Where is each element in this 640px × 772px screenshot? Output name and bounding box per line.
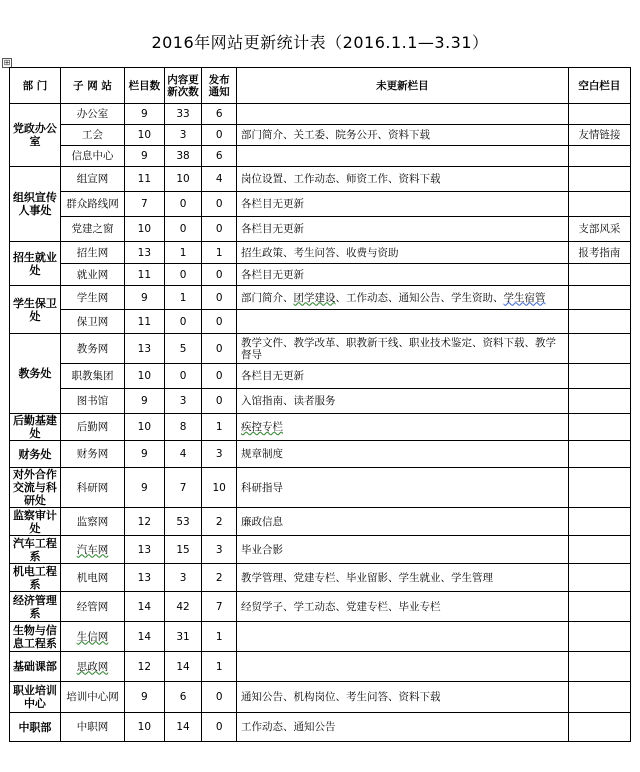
notices-cell: 0 bbox=[202, 389, 237, 414]
blank-cell bbox=[568, 264, 630, 286]
table-row bbox=[10, 242, 631, 264]
updates-cell: 6 bbox=[164, 682, 202, 713]
table-row bbox=[10, 125, 631, 146]
table-row bbox=[10, 286, 631, 310]
not-updated-cell bbox=[236, 104, 568, 125]
updates-cell: 3 bbox=[164, 564, 202, 592]
site-cell bbox=[60, 652, 124, 682]
blank-cell: 支部风采 bbox=[568, 217, 630, 242]
notices-cell: 0 bbox=[202, 125, 237, 146]
dept-cell: 生物与信息工程系 bbox=[10, 622, 61, 652]
updates-cell: 0 bbox=[164, 192, 202, 217]
spellcheck-marked-text: 疾控专栏 bbox=[240, 421, 283, 433]
not-updated-cell: 各栏目无更新 bbox=[236, 264, 568, 286]
cols-cell: 11 bbox=[125, 264, 165, 286]
notices-cell: 10 bbox=[202, 468, 237, 508]
site-cell: 就业网 bbox=[60, 264, 124, 286]
cols-cell: 10 bbox=[125, 713, 165, 742]
not-updated-cell: 廉政信息 bbox=[236, 508, 568, 536]
site-cell: 教务网 bbox=[60, 334, 124, 364]
cols-cell: 12 bbox=[125, 652, 165, 682]
site-cell bbox=[60, 536, 124, 564]
header-site: 子 网 站 bbox=[60, 68, 124, 104]
header-updates: 内容更新次数 bbox=[164, 68, 202, 104]
cols-cell: 9 bbox=[125, 286, 165, 310]
cols-cell: 14 bbox=[125, 622, 165, 652]
notices-cell: 0 bbox=[202, 286, 237, 310]
not-updated-cell: 毕业合影 bbox=[236, 536, 568, 564]
site-cell: 职教集团 bbox=[60, 364, 124, 389]
blank-cell bbox=[568, 564, 630, 592]
not-updated-cell: 各栏目无更新 bbox=[236, 192, 568, 217]
not-updated-text: 、工作动态、通知公告、学生资助、 bbox=[335, 291, 504, 304]
header-blank: 空白栏目 bbox=[568, 68, 630, 104]
blank-cell bbox=[568, 536, 630, 564]
updates-cell: 8 bbox=[164, 414, 202, 441]
cols-cell: 14 bbox=[125, 592, 165, 622]
site-cell: 学生网 bbox=[60, 286, 124, 310]
table-row bbox=[10, 310, 631, 334]
dept-cell: 对外合作交流与科研处 bbox=[10, 468, 61, 508]
not-updated-cell: 岗位设置、工作动态、师资工作、资料下载 bbox=[236, 167, 568, 192]
blank-cell bbox=[568, 104, 630, 125]
not-updated-cell: 科研指导 bbox=[236, 468, 568, 508]
cols-cell: 9 bbox=[125, 468, 165, 508]
blank-cell bbox=[568, 652, 630, 682]
updates-cell: 1 bbox=[164, 242, 202, 264]
table-row bbox=[10, 682, 631, 713]
site-cell: 中职网 bbox=[60, 713, 124, 742]
notices-cell: 2 bbox=[202, 508, 237, 536]
blank-cell bbox=[568, 682, 630, 713]
site-cell: 经管网 bbox=[60, 592, 124, 622]
cols-cell: 9 bbox=[125, 104, 165, 125]
blank-cell bbox=[568, 622, 630, 652]
table-row bbox=[10, 334, 631, 364]
dept-cell: 后勤基建处 bbox=[10, 414, 61, 441]
updates-cell: 3 bbox=[164, 125, 202, 146]
blank-cell: 友情链接 bbox=[568, 125, 630, 146]
site-cell: 党建之窗 bbox=[60, 217, 124, 242]
notices-cell: 3 bbox=[202, 536, 237, 564]
site-cell: 工会 bbox=[60, 125, 124, 146]
table-row bbox=[10, 441, 631, 468]
table-row bbox=[10, 104, 631, 125]
cols-cell: 9 bbox=[125, 389, 165, 414]
blank-cell bbox=[568, 713, 630, 742]
table-row bbox=[10, 468, 631, 508]
table-row bbox=[10, 389, 631, 414]
notices-cell: 3 bbox=[202, 441, 237, 468]
updates-cell: 14 bbox=[164, 652, 202, 682]
cols-cell: 12 bbox=[125, 508, 165, 536]
site-cell: 组宣网 bbox=[60, 167, 124, 192]
dept-cell: 教务处 bbox=[10, 334, 61, 414]
site-cell: 招生网 bbox=[60, 242, 124, 264]
not-updated-cell: 教学管理、党建专栏、毕业留影、学生就业、学生管理 bbox=[236, 564, 568, 592]
notices-cell: 0 bbox=[202, 334, 237, 364]
blank-cell bbox=[568, 192, 630, 217]
table-row bbox=[10, 713, 631, 742]
table-row bbox=[10, 217, 631, 242]
spellcheck-marked-text: 思政网 bbox=[76, 660, 109, 673]
updates-cell: 38 bbox=[164, 146, 202, 167]
notices-cell: 0 bbox=[202, 364, 237, 389]
updates-cell: 15 bbox=[164, 536, 202, 564]
cols-cell: 9 bbox=[125, 441, 165, 468]
notices-cell: 0 bbox=[202, 192, 237, 217]
header-dept: 部 门 bbox=[10, 68, 61, 104]
site-cell: 图书馆 bbox=[60, 389, 124, 414]
not-updated-cell: 部门简介、关工委、院务公开、资料下载 bbox=[236, 125, 568, 146]
not-updated-cell: 招生政策、考生问答、收费与资助 bbox=[236, 242, 568, 264]
not-updated-cell bbox=[236, 286, 568, 310]
updates-cell: 1 bbox=[164, 286, 202, 310]
blank-cell: 报考指南 bbox=[568, 242, 630, 264]
cols-cell: 7 bbox=[125, 192, 165, 217]
notices-cell: 0 bbox=[202, 713, 237, 742]
site-cell: 信息中心 bbox=[60, 146, 124, 167]
cols-cell: 10 bbox=[125, 414, 165, 441]
dept-cell: 学生保卫处 bbox=[10, 286, 61, 334]
header-not-updated: 未更新栏目 bbox=[236, 68, 568, 104]
notices-cell: 1 bbox=[202, 414, 237, 441]
notices-cell: 0 bbox=[202, 217, 237, 242]
table-row bbox=[10, 192, 631, 217]
blank-cell bbox=[568, 508, 630, 536]
updates-cell: 7 bbox=[164, 468, 202, 508]
table-row bbox=[10, 592, 631, 622]
cols-cell: 9 bbox=[125, 146, 165, 167]
updates-cell: 42 bbox=[164, 592, 202, 622]
site-cell: 监察网 bbox=[60, 508, 124, 536]
notices-cell: 6 bbox=[202, 146, 237, 167]
update-stats-table bbox=[9, 67, 631, 742]
site-cell: 保卫网 bbox=[60, 310, 124, 334]
table-row bbox=[10, 564, 631, 592]
not-updated-cell: 规章制度 bbox=[236, 441, 568, 468]
dept-cell: 财务处 bbox=[10, 441, 61, 468]
site-cell: 后勤网 bbox=[60, 414, 124, 441]
cols-cell: 10 bbox=[125, 217, 165, 242]
cols-cell: 10 bbox=[125, 125, 165, 146]
updates-cell: 3 bbox=[164, 389, 202, 414]
notices-cell: 0 bbox=[202, 682, 237, 713]
site-cell: 群众路线网 bbox=[60, 192, 124, 217]
header-notices: 发布通知 bbox=[202, 68, 237, 104]
updates-cell: 0 bbox=[164, 310, 202, 334]
updates-cell: 5 bbox=[164, 334, 202, 364]
blank-cell bbox=[568, 389, 630, 414]
not-updated-cell bbox=[236, 146, 568, 167]
cols-cell: 11 bbox=[125, 167, 165, 192]
header-row bbox=[10, 68, 631, 104]
blank-cell bbox=[568, 286, 630, 310]
dept-cell: 组织宣传人事处 bbox=[10, 167, 61, 242]
site-cell bbox=[60, 622, 124, 652]
blank-cell bbox=[568, 468, 630, 508]
dept-cell: 中职部 bbox=[10, 713, 61, 742]
site-cell: 机电网 bbox=[60, 564, 124, 592]
site-cell: 财务网 bbox=[60, 441, 124, 468]
dept-cell: 党政办公室 bbox=[10, 104, 61, 167]
site-cell: 培训中心网 bbox=[60, 682, 124, 713]
cols-cell: 13 bbox=[125, 536, 165, 564]
notices-cell: 0 bbox=[202, 310, 237, 334]
not-updated-text: 部门简介、 bbox=[240, 291, 294, 304]
blank-cell bbox=[568, 414, 630, 441]
not-updated-cell: 各栏目无更新 bbox=[236, 364, 568, 389]
updates-cell: 4 bbox=[164, 441, 202, 468]
spellcheck-marked-text: 团学建设 bbox=[293, 291, 336, 304]
not-updated-cell: 各栏目无更新 bbox=[236, 217, 568, 242]
table-row bbox=[10, 652, 631, 682]
notices-cell: 1 bbox=[202, 622, 237, 652]
cols-cell: 13 bbox=[125, 242, 165, 264]
updates-cell: 33 bbox=[164, 104, 202, 125]
cols-cell: 11 bbox=[125, 310, 165, 334]
notices-cell: 2 bbox=[202, 564, 237, 592]
table-row bbox=[10, 536, 631, 564]
notices-cell: 0 bbox=[202, 264, 237, 286]
updates-cell: 0 bbox=[164, 364, 202, 389]
notices-cell: 4 bbox=[202, 167, 237, 192]
notices-cell: 1 bbox=[202, 242, 237, 264]
dept-cell: 机电工程系 bbox=[10, 564, 61, 592]
not-updated-cell: 教学文件、教学改革、职教新干线、职业技术鉴定、资料下载、教学督导 bbox=[236, 334, 568, 364]
not-updated-cell: 经贸学子、学工动态、党建专栏、毕业专栏 bbox=[236, 592, 568, 622]
not-updated-cell bbox=[236, 414, 568, 441]
dept-cell: 招生就业处 bbox=[10, 242, 61, 286]
dept-cell: 汽车工程系 bbox=[10, 536, 61, 564]
table-row bbox=[10, 414, 631, 441]
blank-cell bbox=[568, 364, 630, 389]
table-row bbox=[10, 146, 631, 167]
updates-cell: 14 bbox=[164, 713, 202, 742]
site-cell: 科研网 bbox=[60, 468, 124, 508]
notices-cell: 1 bbox=[202, 652, 237, 682]
spellcheck-marked-text: 汽车网 bbox=[76, 543, 109, 556]
header-cols: 栏目数 bbox=[125, 68, 165, 104]
cols-cell: 13 bbox=[125, 564, 165, 592]
blank-cell bbox=[568, 441, 630, 468]
cols-cell: 10 bbox=[125, 364, 165, 389]
table-row bbox=[10, 264, 631, 286]
table-row bbox=[10, 167, 631, 192]
spellcheck-marked-text: 学生宿管 bbox=[503, 291, 546, 304]
blank-cell bbox=[568, 592, 630, 622]
updates-cell: 10 bbox=[164, 167, 202, 192]
updates-cell: 53 bbox=[164, 508, 202, 536]
notices-cell: 6 bbox=[202, 104, 237, 125]
cols-cell: 13 bbox=[125, 334, 165, 364]
notices-cell: 7 bbox=[202, 592, 237, 622]
not-updated-cell: 工作动态、通知公告 bbox=[236, 713, 568, 742]
page-title: 2016年网站更新统计表（2016.1.1—3.31） bbox=[151, 33, 489, 52]
dept-cell: 经济管理系 bbox=[10, 592, 61, 622]
blank-cell bbox=[568, 167, 630, 192]
blank-cell bbox=[568, 310, 630, 334]
updates-cell: 0 bbox=[164, 264, 202, 286]
blank-cell bbox=[568, 146, 630, 167]
dept-cell: 监察审计处 bbox=[10, 508, 61, 536]
dept-cell: 职业培训中心 bbox=[10, 682, 61, 713]
not-updated-cell: 通知公告、机构岗位、考生问答、资料下载 bbox=[236, 682, 568, 713]
spellcheck-marked-text: 生信网 bbox=[76, 630, 109, 643]
updates-cell: 0 bbox=[164, 217, 202, 242]
not-updated-cell bbox=[236, 310, 568, 334]
table-move-handle-icon[interactable]: ⊞ bbox=[3, 58, 11, 67]
table-row bbox=[10, 364, 631, 389]
not-updated-cell bbox=[236, 652, 568, 682]
site-cell: 办公室 bbox=[60, 104, 124, 125]
updates-cell: 31 bbox=[164, 622, 202, 652]
table-row bbox=[10, 508, 631, 536]
not-updated-cell bbox=[236, 622, 568, 652]
table-row bbox=[10, 622, 631, 652]
cols-cell: 9 bbox=[125, 682, 165, 713]
dept-cell: 基础课部 bbox=[10, 652, 61, 682]
blank-cell bbox=[568, 334, 630, 364]
not-updated-cell: 入馆指南、读者服务 bbox=[236, 389, 568, 414]
